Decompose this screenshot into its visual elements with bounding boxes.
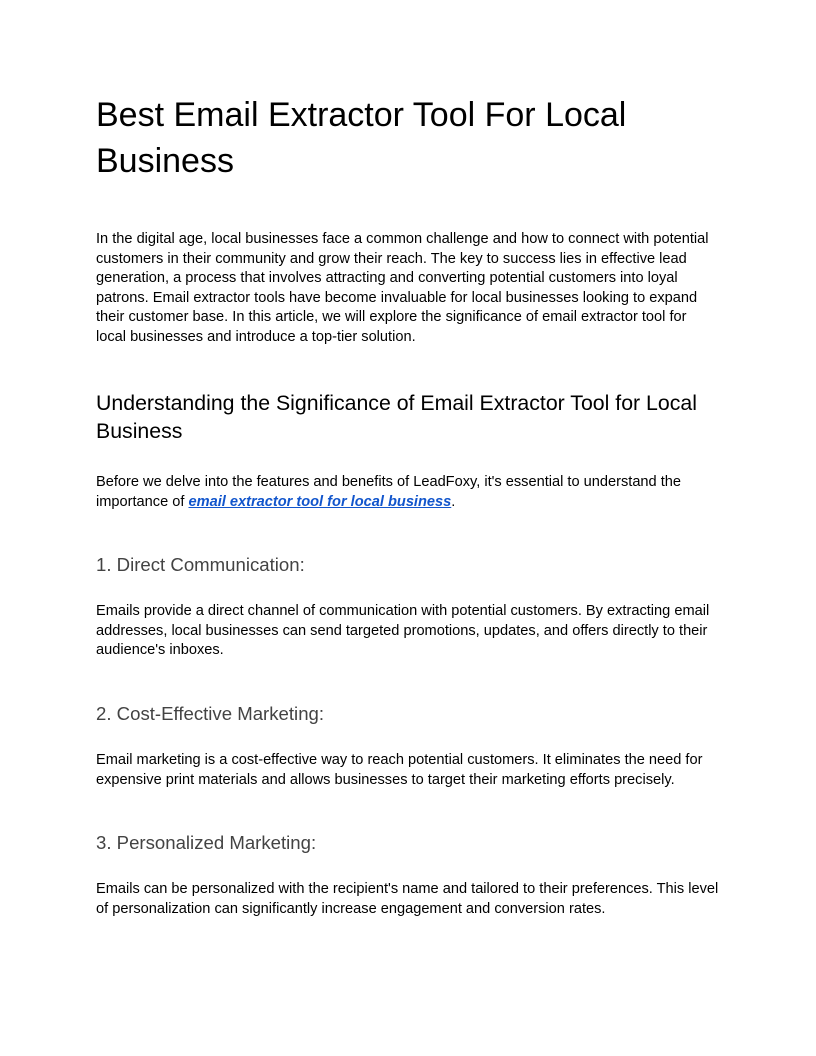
point-body-direct-communication: Emails provide a direct channel of communication with potential customers. By extracting email addresses, local businesses can send targeted promotions, updates, and offers directly to their audience's inboxes. (96, 603, 710, 659)
email-extractor-link[interactable]: email extractor tool for local business (188, 493, 452, 510)
point-heading-cost-effective: 2. Cost-Effective Marketing: (96, 703, 325, 724)
section-intro-end: . (451, 493, 456, 510)
point-body-cost-effective: Email marketing is a cost-effective way to reach potential customers. It eliminates the need for expensive print materials and allows businesses to target their marketing efforts precisely. (96, 752, 703, 788)
point-heading-direct-communication: 1. Direct Communication: (96, 554, 305, 575)
point-heading-personalized: 3. Personalized Marketing: (96, 832, 317, 853)
document-title: Best Email Extractor Tool For Local Business (96, 96, 627, 180)
point-body-personalized: Emails can be personalized with the recipient's name and tailored to their preferences. This level of personalization can significantly increase engagement and conversion rates. (96, 881, 719, 917)
section-intro-text: Before we delve into the features and benefits of LeadFoxy, it's essential to understand the importance of (96, 474, 682, 510)
section-heading: Understanding the Significance of Email Extractor Tool for Local Business (96, 391, 697, 443)
section-intro-paragraph (96, 473, 720, 512)
intro-paragraph: In the digital age, local businesses face a common challenge and how to connect with potential customers in their community and grow their reach. The key to success lies in effective lead generation, a process that involves attracting and converting potential customers into loyal patrons. Email extractor tools have become invaluable for local businesses looking to expand their customer base. In this article, we will explore the significance of email extractor tool for local businesses and introduce a top-tier solution. (96, 231, 709, 345)
